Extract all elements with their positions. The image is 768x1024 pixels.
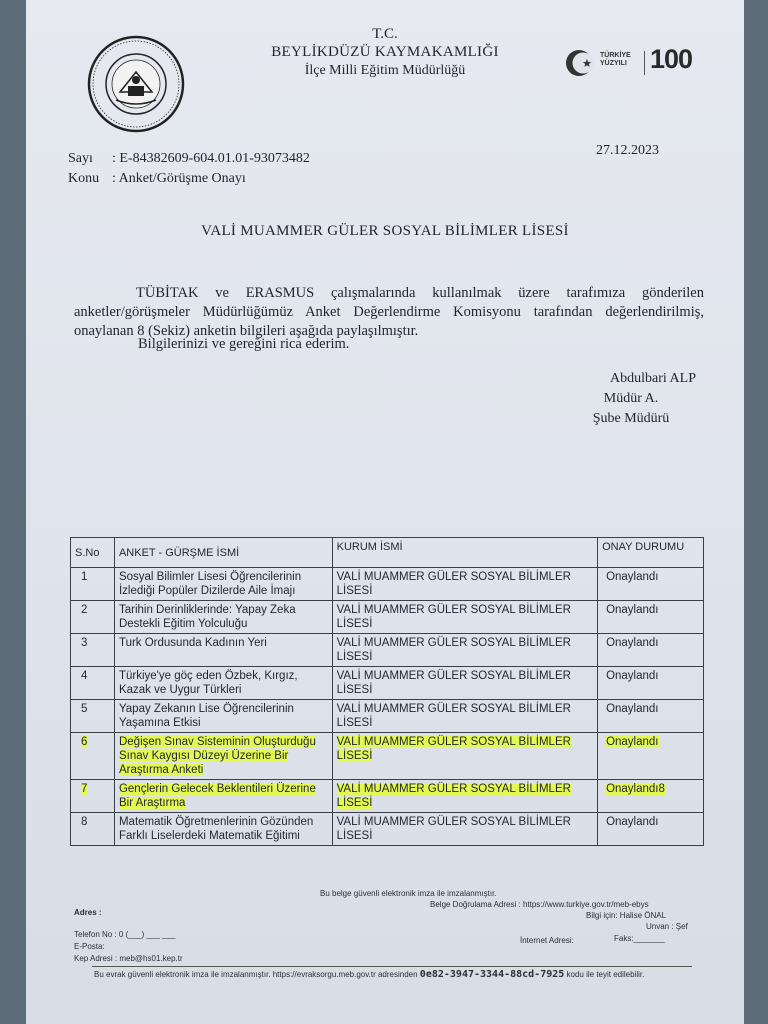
sayi-label: Sayı bbox=[68, 151, 93, 166]
cell-school-name-text: VALİ MUAMMER GÜLER SOSYAL BİLİMLER LİSESİ bbox=[336, 816, 571, 842]
header-office: BEYLİKDÜZÜ KAYMAKAMLIĞI bbox=[271, 44, 499, 60]
cell-approval-status bbox=[598, 568, 704, 601]
col-header-no: S.No bbox=[71, 538, 115, 568]
sayi-value: : E-84382609-604.01.01-93073482 bbox=[112, 151, 310, 166]
footer-eposta: E-Posta: bbox=[74, 942, 105, 951]
request-line: Bilgilerinizi ve gereğini rica ederim. bbox=[138, 336, 350, 352]
cell-approval-status bbox=[598, 733, 704, 780]
footer-bottom-prefix: Bu evrak güvenli elektronik imza ile imzalanmıştır. https://evraksorgu.meb.gov.tr adresinden bbox=[94, 970, 418, 979]
cell-no bbox=[71, 780, 115, 813]
cell-survey-name bbox=[114, 568, 332, 601]
logo-100-number: 100 bbox=[650, 44, 693, 74]
konu-label: Konu bbox=[68, 171, 100, 186]
col-header-status: ONAY DURUMU bbox=[598, 538, 704, 568]
table-row bbox=[71, 601, 704, 634]
cell-survey-name-text: Sosyal Bilimler Lisesi Öğrencilerinin İzlediği Popüler Dizilerde Aile İmajı bbox=[118, 571, 302, 597]
cell-school-name-text: VALİ MUAMMER GÜLER SOSYAL BİLİMLER LİSESİ bbox=[336, 783, 571, 809]
header-tc: T.C. bbox=[372, 26, 398, 42]
table-row bbox=[71, 667, 704, 700]
cell-survey-name-text: Değişen Sınav Sisteminin Oluşturduğu Sınav Kaygısı Düzeyi Üzerine Bir Araştırma Anketi bbox=[118, 736, 316, 776]
sayi-line bbox=[68, 151, 310, 167]
table-body bbox=[71, 568, 704, 846]
survey-table bbox=[70, 537, 704, 846]
cell-survey-name-text: Tarihin Derinliklerinde: Yapay Zeka Destekli Eğitim Yolculuğu bbox=[118, 604, 296, 630]
cell-survey-name-text: Türkiye'ye göç eden Özbek, Kırgız, Kazak ve Uygur Türkleri bbox=[118, 670, 298, 696]
cell-survey-name-text: Matematik Öğretmenlerinin Gözünden Farklı Liselerdeki Matematik Eğitimi bbox=[118, 816, 314, 842]
col-header-name: ANKET - GÜRŞME İSMİ bbox=[114, 538, 332, 568]
signer-title: Müdür A. bbox=[603, 391, 659, 406]
cell-no-text: 7 bbox=[81, 783, 88, 795]
footer-verify-code: 0e82-3947-3344-88cd-7925 bbox=[419, 969, 565, 980]
cell-no-text: 5 bbox=[81, 703, 88, 715]
konu-value: : Anket/Görüşme Onayı bbox=[112, 171, 246, 186]
footer-unvan: Unvan : Şef bbox=[646, 922, 688, 931]
cell-survey-name-text: Gençlerin Gelecek Beklentileri Üzerine Bir Araştırma bbox=[118, 783, 316, 809]
cell-no-text: 2 bbox=[81, 604, 88, 616]
logo-text: TÜRKİYE YÜZYILI bbox=[600, 52, 631, 67]
footer-verify-address: Belge Doğrulama Adresi : https://www.turkiye.gov.tr/meb-ebys bbox=[430, 900, 649, 909]
cell-no bbox=[71, 667, 115, 700]
body-paragraph bbox=[74, 284, 704, 341]
footer-info: Bilgi için: Halise ÖNAL bbox=[586, 911, 667, 920]
cell-survey-name bbox=[114, 634, 332, 667]
body-paragraph-text: TÜBİTAK ve ERASMUS çalışmalarında kullanılmak üzere tarafımıza gönderilen anketler/görüşmeler Müdürlüğümüz Anket Değerlendirme Komisyonu tarafından değerlendirilmiş, onaylanan 8 (Sekiz) anketin bilgileri aşağıda paylaşılmıştır. bbox=[74, 285, 704, 339]
cell-no bbox=[71, 700, 115, 733]
crescent-icon bbox=[564, 48, 596, 78]
cell-no bbox=[71, 568, 115, 601]
cell-approval-status bbox=[598, 813, 704, 846]
cell-school-name-text: VALİ MUAMMER GÜLER SOSYAL BİLİMLER LİSESİ bbox=[336, 703, 571, 729]
cell-no-text: 6 bbox=[81, 736, 88, 748]
cell-approval-status-text: Onaylandı bbox=[606, 571, 659, 583]
cell-school-name-text: VALİ MUAMMER GÜLER SOSYAL BİLİMLER LİSESİ bbox=[336, 637, 571, 663]
cell-school-name bbox=[332, 634, 597, 667]
footer-adres: Adres : bbox=[74, 908, 102, 917]
footer-esign-note: Bu belge güvenli elektronik imza ile imzalanmıştır. bbox=[320, 889, 497, 898]
table-header-row bbox=[71, 538, 704, 568]
logo-divider bbox=[644, 51, 645, 75]
footer-faks: Faks:_______ bbox=[614, 934, 665, 943]
header-department: İlçe Milli Eğitim Müdürlüğü bbox=[304, 63, 466, 78]
cell-approval-status bbox=[598, 700, 704, 733]
cell-school-name-text: VALİ MUAMMER GÜLER SOSYAL BİLİMLER LİSESİ bbox=[336, 571, 571, 597]
cell-survey-name bbox=[114, 813, 332, 846]
cell-no-text: 8 bbox=[81, 816, 88, 828]
cell-no-text: 1 bbox=[81, 571, 88, 583]
table-row bbox=[71, 634, 704, 667]
cell-no bbox=[71, 634, 115, 667]
table-row bbox=[71, 733, 704, 780]
cell-approval-status-text: Onaylandı bbox=[606, 604, 659, 616]
table-row bbox=[71, 568, 704, 601]
cell-no bbox=[71, 733, 115, 780]
cell-survey-name bbox=[114, 667, 332, 700]
cell-approval-status bbox=[598, 780, 704, 813]
addressee: VALİ MUAMMER GÜLER SOSYAL BİLİMLER LİSESİ bbox=[201, 223, 569, 239]
table-row bbox=[71, 780, 704, 813]
document-page bbox=[26, 0, 744, 1024]
cell-no-text: 3 bbox=[81, 637, 88, 649]
cell-no-text: 4 bbox=[81, 670, 88, 682]
cell-approval-status-text: Onaylandı bbox=[606, 637, 659, 649]
cell-school-name-text: VALİ MUAMMER GÜLER SOSYAL BİLİMLER LİSESİ bbox=[336, 670, 571, 696]
footer-internet: İnternet Adresi: bbox=[520, 936, 574, 945]
cell-no bbox=[71, 601, 115, 634]
cell-survey-name bbox=[114, 780, 332, 813]
table-row bbox=[71, 700, 704, 733]
cell-survey-name bbox=[114, 733, 332, 780]
cell-approval-status-text: Onaylandı bbox=[606, 670, 659, 682]
document-date: 27.12.2023 bbox=[596, 143, 659, 158]
cell-school-name-text: VALİ MUAMMER GÜLER SOSYAL BİLİMLER LİSESİ bbox=[336, 736, 571, 762]
footer-verification-line bbox=[94, 969, 644, 980]
cell-approval-status-text: Onaylandı bbox=[606, 736, 659, 748]
cell-school-name bbox=[332, 780, 597, 813]
cell-school-name bbox=[332, 813, 597, 846]
cell-school-name-text: VALİ MUAMMER GÜLER SOSYAL BİLİMLER LİSESİ bbox=[336, 604, 571, 630]
cell-approval-status-text: Onaylandı bbox=[606, 703, 659, 715]
cell-survey-name-text: Turk Ordusunda Kadının Yeri bbox=[118, 637, 267, 649]
cell-school-name bbox=[332, 601, 597, 634]
konu-line bbox=[68, 171, 246, 187]
footer-telefon: Telefon No : 0 (___) ___ ___ bbox=[74, 930, 176, 939]
cell-approval-status-text: Onaylandı bbox=[606, 816, 659, 828]
signer-name: Abdulbari ALP bbox=[610, 371, 696, 386]
cell-school-name bbox=[332, 700, 597, 733]
cell-survey-name bbox=[114, 601, 332, 634]
turkiye-yuzyili-logo bbox=[564, 44, 714, 82]
cell-approval-status-text: Onaylandı8 bbox=[606, 783, 665, 795]
cell-survey-name bbox=[114, 700, 332, 733]
footer-divider bbox=[92, 966, 692, 967]
footer-kep: Kep Adresi : meb@hs01.kep.tr bbox=[74, 954, 183, 963]
table-row bbox=[71, 813, 704, 846]
cell-approval-status bbox=[598, 601, 704, 634]
cell-school-name bbox=[332, 733, 597, 780]
cell-approval-status bbox=[598, 667, 704, 700]
cell-no bbox=[71, 813, 115, 846]
signer-title-2: Şube Müdürü bbox=[592, 411, 670, 426]
col-header-school: KURUM İSMİ bbox=[332, 538, 597, 568]
cell-approval-status bbox=[598, 634, 704, 667]
cell-survey-name-text: Yapay Zekanın Lise Öğrencilerinin Yaşamına Etkisi bbox=[118, 703, 294, 729]
signature-block bbox=[566, 369, 696, 429]
cell-school-name bbox=[332, 667, 597, 700]
footer-bottom-suffix: kodu ile teyit edilebilir. bbox=[566, 970, 645, 979]
cell-school-name bbox=[332, 568, 597, 601]
